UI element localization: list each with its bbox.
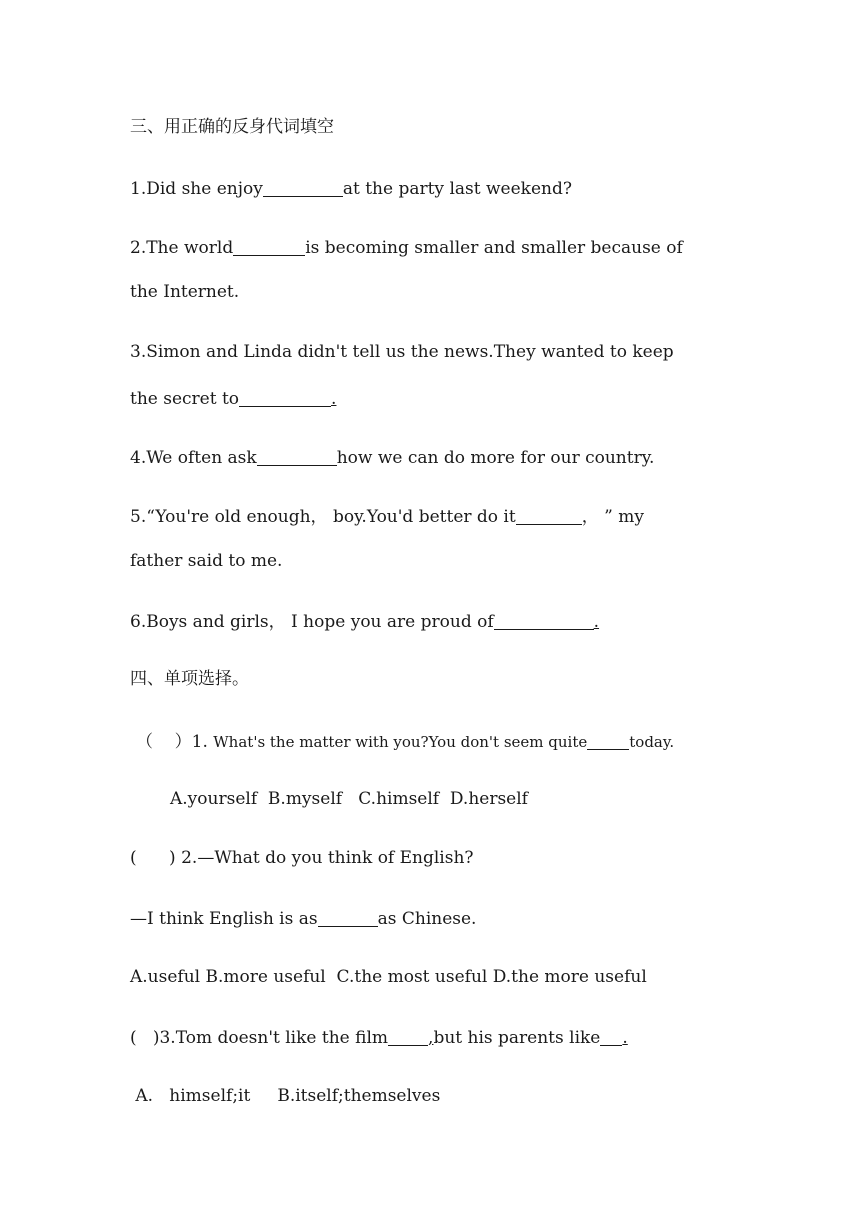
q2-text-b: is becoming smaller and smaller because of <box>305 238 683 258</box>
q3-period: . <box>331 389 337 409</box>
q2-text-a: 2.The world <box>130 238 234 258</box>
mc2-answer-a: —I think English is as <box>130 909 318 929</box>
mc1-text: What's the matter with you?You don't seem quite <box>213 733 588 751</box>
mc-question-2 <box>130 847 474 869</box>
mc1-num: 1. <box>191 732 208 752</box>
q5-blank[interactable] <box>516 507 582 525</box>
mc3-blank-1 <box>388 1028 428 1046</box>
q1-blank[interactable] <box>263 179 343 197</box>
mc1-blank <box>587 732 629 750</box>
mc1-paren[interactable]: （ ） <box>136 732 192 752</box>
mc1-end: today. <box>629 733 675 751</box>
mc2-paren[interactable]: ( ) <box>130 848 176 868</box>
mc-question-1-options: A.yourself B.myself C.himself D.herself <box>170 789 528 809</box>
question-6 <box>130 609 599 633</box>
mc-question-2-options: A.useful B.more useful C.the most useful D.the more useful <box>130 967 647 987</box>
mc2-text: 2.—What do you think of English? <box>181 848 474 868</box>
mc3-blank-2 <box>600 1028 622 1046</box>
question-3: 3.Simon and Linda didn't tell us the news.They wanted to keep <box>130 342 674 362</box>
question-2-cont: the Internet. <box>130 282 240 302</box>
mc2-answer-b: as Chinese. <box>377 909 477 929</box>
question-3-cont <box>130 386 336 410</box>
question-1 <box>130 176 572 200</box>
q3-text-b: the secret to <box>130 389 240 409</box>
q1-text-b: at the party last weekend? <box>342 179 572 199</box>
q4-blank[interactable] <box>257 448 337 466</box>
q6-period: . <box>593 612 600 632</box>
section3-heading: 三、用正确的反身代词填空 <box>130 117 334 137</box>
mc-question-1 <box>136 729 674 753</box>
q1-text-a: 1.Did she enjoy <box>130 179 263 199</box>
mc3-text-b: but his parents like <box>433 1028 601 1048</box>
question-5-cont: father said to me. <box>130 551 283 571</box>
mc3-paren[interactable]: ( ) <box>130 1028 160 1048</box>
mc-question-3 <box>130 1025 628 1049</box>
mc3-text-a: 3.Tom doesn't like the film <box>159 1028 389 1048</box>
q2-blank[interactable] <box>233 238 305 256</box>
q4-text-a: 4.We often ask <box>130 448 257 468</box>
question-2 <box>130 235 683 259</box>
q5-text-a: 5.“You're old enough， boy.You'd better do it <box>130 507 516 527</box>
q3-blank[interactable] <box>239 389 331 407</box>
mc-question-2-answer <box>130 906 476 930</box>
mc2-blank <box>318 909 378 927</box>
mc3-period: . <box>622 1028 628 1048</box>
q6-text-a: 6.Boys and girls， I hope you are proud of <box>130 612 494 632</box>
q4-text-b: how we can do more for our country. <box>336 448 655 468</box>
question-4 <box>130 445 654 469</box>
mc3-comma: , <box>428 1028 434 1048</box>
q6-blank[interactable] <box>494 612 594 630</box>
mc-question-3-options: A. himself;it B.itself;themselves <box>130 1086 441 1106</box>
question-5 <box>130 504 644 528</box>
q5-text-b: ， ” my <box>581 507 644 527</box>
section4-heading: 四、单项选择。 <box>130 669 249 689</box>
